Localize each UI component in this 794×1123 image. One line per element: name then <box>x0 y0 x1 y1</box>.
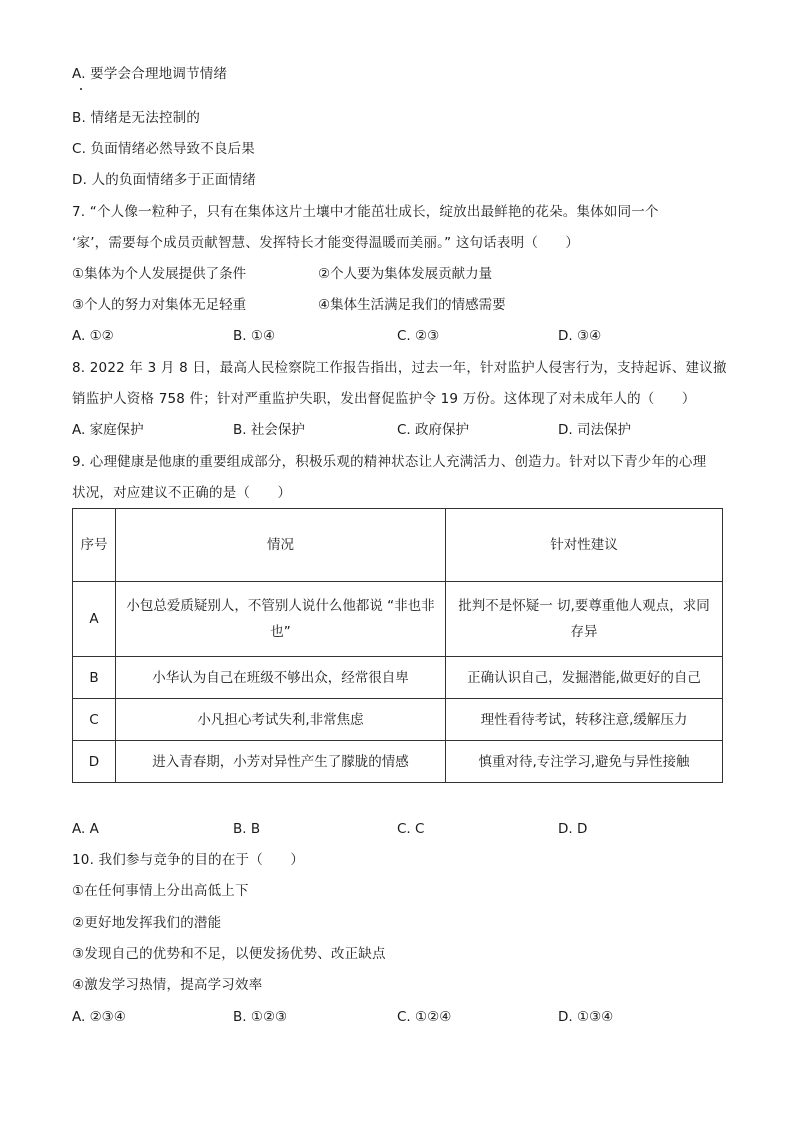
q9-option-a: A. A <box>72 821 99 837</box>
row-id: C <box>73 699 116 741</box>
q10-option-a: A. ②③④ <box>72 1009 126 1025</box>
q6-option-d: D. 人的负面情绪多于正面情绪 <box>72 172 256 188</box>
q7-option-a: A. ①② <box>72 328 114 344</box>
q9-options <box>72 819 712 839</box>
q9-table <box>72 508 723 783</box>
q9-table-header <box>73 509 723 582</box>
q7-item-3: ③个人的努力对集体无足轻重 <box>72 297 247 313</box>
header-id: 序号 <box>73 509 116 582</box>
q8-options <box>72 420 712 440</box>
q8-stem-line2: 销监护人资格 758 件；针对严重监护失职，发出督促监护令 19 万份。这体现了对未成年人的（ ） <box>72 391 696 407</box>
table-row <box>73 582 723 657</box>
row-situation: 小凡担心考试失利,非常焦虑 <box>116 699 446 741</box>
header-situation: 情况 <box>116 509 446 582</box>
q6-option-c: C. 负面情绪必然导致不良后果 <box>72 141 256 157</box>
q7-stem-line1: 7. “个人像一粒种子，只有在集体这片土壤中才能茁壮成长，绽放出最鲜艳的花朵。集体如同一个 <box>72 204 659 220</box>
q8-option-b: B. 社会保护 <box>233 422 305 438</box>
row-situation: 进入青春期，小芳对异性产生了朦胧的情感 <box>116 741 446 783</box>
q10-option-c: C. ①②④ <box>397 1009 452 1025</box>
q10-item-3: ③发现自己的优势和不足，以便发扬优势、改正缺点 <box>72 946 386 962</box>
q10-item-2: ②更好地发挥我们的潜能 <box>72 915 222 931</box>
row-advice: 批判不是怀疑一 切,要尊重他人观点，求同存异 <box>446 582 723 657</box>
q7-items-row2 <box>72 295 712 315</box>
q7-option-d: D. ③④ <box>558 328 602 344</box>
q10-option-d: D. ①③④ <box>558 1009 614 1025</box>
q10-item-4: ④激发学习热情，提高学习效率 <box>72 977 263 993</box>
q7-options <box>72 326 712 346</box>
row-situation: 小华认为自己在班级不够出众，经常很自卑 <box>116 657 446 699</box>
header-advice: 针对性建议 <box>446 509 723 582</box>
q7-item-1: ①集体为个人发展提供了条件 <box>72 266 247 282</box>
q9-stem-line1: 9. 心理健康是他康的重要组成部分，积极乐观的精神状态让人充满活力、创造力。针对以下青少年的心理 <box>72 454 707 470</box>
q9-option-d: D. D <box>558 821 588 837</box>
q8-stem-line1: 8. 2022 年 3 月 8 日，最高人民检察院工作报告指出，过去一年，针对监护人侵害行为，支持起诉、建议撤 <box>72 360 727 376</box>
q10-options <box>72 1007 712 1027</box>
table-row <box>73 699 723 741</box>
q7-items-row1 <box>72 264 712 284</box>
row-advice: 慎重对待,专注学习,避免与异性接触 <box>446 741 723 783</box>
table-row <box>73 741 723 783</box>
q7-option-b: B. ①④ <box>233 328 276 344</box>
q7-stem-line2: ‘家’，需要每个成员贡献智慧、发挥特长才能变得温暖而美丽。” 这句话表明（ ） <box>72 235 580 251</box>
q8-option-d: D. 司法保护 <box>558 422 631 438</box>
stray-dot <box>80 88 82 90</box>
q9-stem-line2: 状况，对应建议不正确的是（ ） <box>72 485 292 501</box>
table-row <box>73 657 723 699</box>
q7-item-2: ②个人要为集体发展贡献力量 <box>318 266 493 282</box>
q10-item-1: ①在任何事情上分出高低上下 <box>72 883 249 899</box>
q10-option-b: B. ①②③ <box>233 1009 288 1025</box>
q10-stem: 10. 我们参与竞争的目的在于（ ） <box>72 852 305 868</box>
row-advice: 正确认识自己，发掘潜能,做更好的自己 <box>446 657 723 699</box>
q9-option-b: B. B <box>233 821 261 837</box>
q7-option-c: C. ②③ <box>397 328 440 344</box>
row-id: B <box>73 657 116 699</box>
row-id: A <box>73 582 116 657</box>
q7-item-4: ④集体生活满足我们的情感需要 <box>318 297 506 313</box>
q6-option-b: B. 情绪是无法控制的 <box>72 110 201 126</box>
row-id: D <box>73 741 116 783</box>
q8-option-c: C. 政府保护 <box>397 422 470 438</box>
row-situation: 小包总爱质疑别人，不管别人说什么他都说 “非也非也” <box>116 582 446 657</box>
q9-option-c: C. C <box>397 821 425 837</box>
q6-option-a: A. 要学会合理地调节情绪 <box>72 66 228 82</box>
q8-option-a: A. 家庭保护 <box>72 422 144 438</box>
row-advice: 理性看待考试，转移注意,缓解压力 <box>446 699 723 741</box>
